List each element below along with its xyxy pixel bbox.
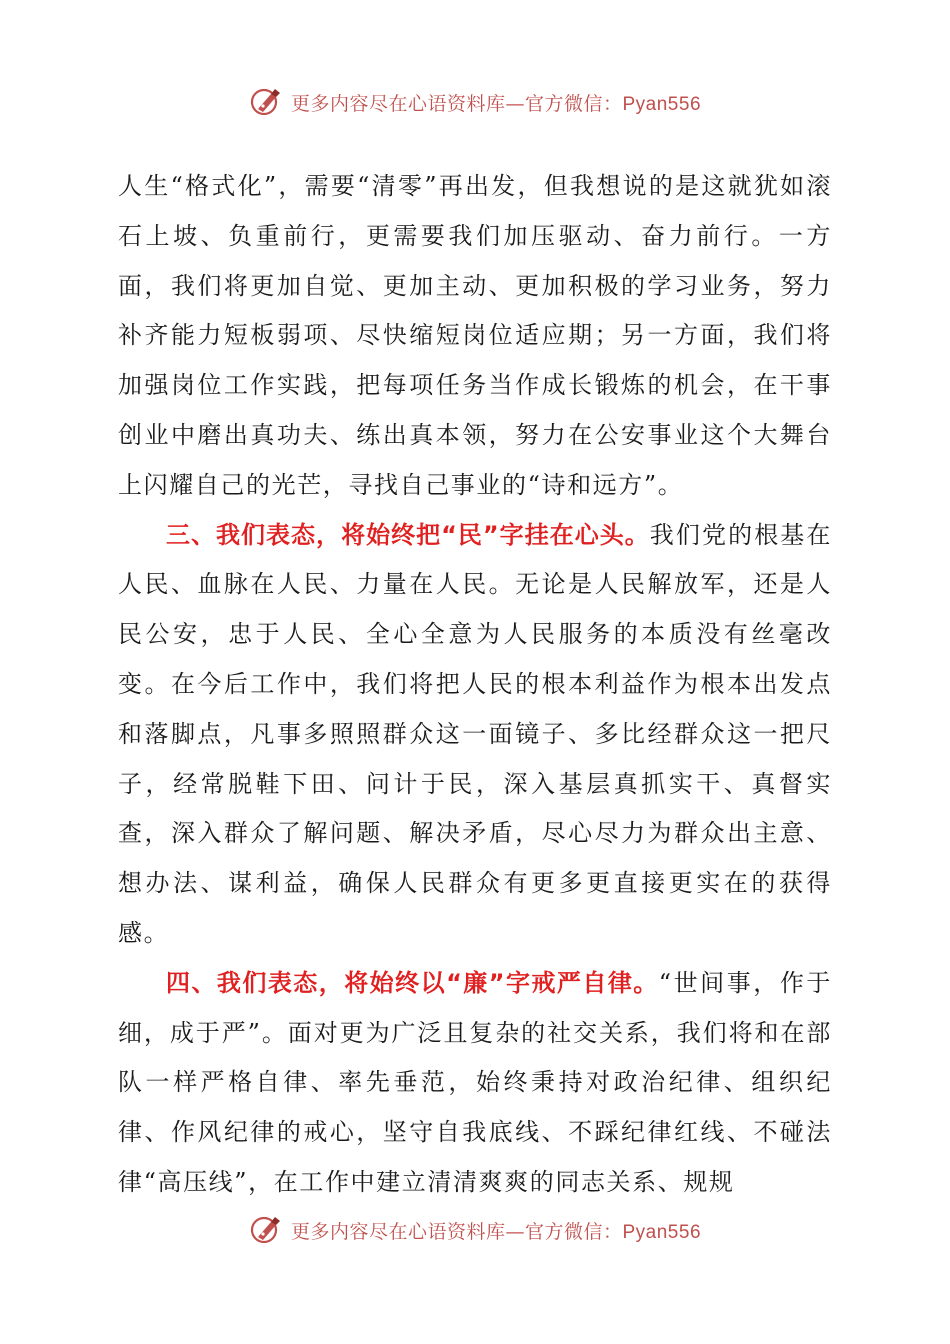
footer-banner: [0, 1210, 950, 1250]
document-body: [118, 162, 832, 1208]
header-banner: [0, 82, 950, 122]
pen-nib-logo-icon: [249, 85, 283, 119]
paragraph-section-3: [118, 511, 832, 959]
pen-nib-logo-icon: [249, 1213, 283, 1247]
footer-wechat-id: Pyan556: [622, 1221, 702, 1243]
section-3-heading: 三、我们表态，将始终把“民”字挂在心头。: [166, 520, 650, 549]
section-4-body: “世间事，作于细，成于严”。面对更为广泛且复杂的社交关系，我们将和在部队一样严格自律、率先垂范，始终秉持对政治纪律、组织纪律、作风纪律的戒心，坚守自我底线、不踩纪律红线、不碰法律“高压线”，在工作中建立清清爽爽的同志关系、规规: [118, 968, 832, 1196]
section-4-heading: 四、我们表态，将始终以“廉”字戒严自律。: [166, 968, 659, 997]
header-wechat-id: Pyan556: [622, 93, 702, 115]
paragraph-1: 人生“格式化”，需要“清零”再出发，但我想说的是这就犹如滚石上坡、负重前行，更需要我们加压驱动、奋力前行。一方面，我们将更加自觉、更加主动、更加积极的学习业务，努力补齐能力短板弱项、尽快缩短岗位适应期；另一方面，我们将加强岗位工作实践，把每项任务当作成长锻炼的机会，在干事创业中磨出真功夫、练出真本领，努力在公安事业这个大舞台上闪耀自己的光芒，寻找自己事业的“诗和远方”。: [118, 172, 832, 499]
section-3-body: 我们党的根基在人民、血脉在人民、力量在人民。无论是人民解放军，还是人民公安，忠于人民、全心全意为人民服务的本质没有丝毫改变。在今后工作中，我们将把人民的根本利益作为根本出发点和落脚点，凡事多照照群众这一面镜子、多比经群众这一把尺子，经常脱鞋下田、问计于民，深入基层真抓实干、真督实查，深入群众了解问题、解决矛盾，尽心尽力为群众出主意、想办法、谋利益，确保人民群众有更多更直接更实在的获得感。: [118, 520, 833, 947]
footer-banner-text: 更多内容尽在心语资料库—官方微信：Pyan556: [290, 1220, 702, 1243]
paragraph-section-4: [118, 959, 832, 1208]
header-banner-text: 更多内容尽在心语资料库—官方微信：Pyan556: [290, 92, 702, 115]
